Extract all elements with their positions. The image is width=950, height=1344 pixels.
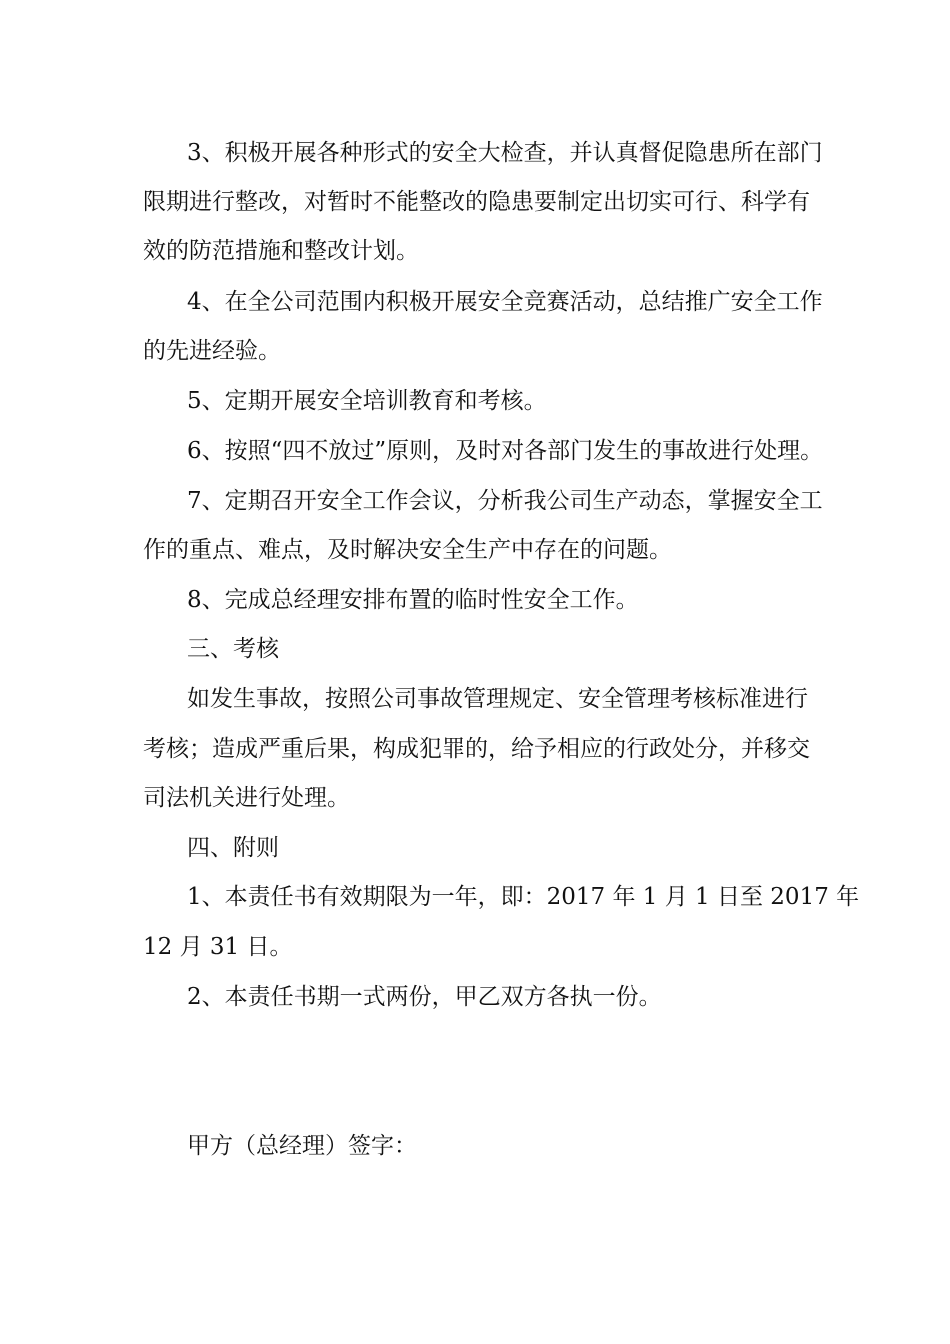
item-7-line-1: 7、定期召开安全工作会议，分析我公司生产动态，掌握安全工 [187,488,823,514]
item-4-line-2: 的先进经验。 [143,338,281,364]
item-5: 5、定期开展安全培训教育和考核。 [187,388,547,414]
item-6: 6、按照“四不放过”原则，及时对各部门发生的事故进行处理。 [187,438,824,464]
item-7-line-2: 作的重点、难点，及时解决安全生产中存在的问题。 [143,537,672,563]
signature-label-party-a: 甲方（总经理）签字： [187,1133,417,1159]
item-3-line-3: 效的防范措施和整改计划。 [143,238,419,264]
assessment-para-line-2: 考核；造成严重后果，构成犯罪的，给予相应的行政处分，并移交 [143,736,810,762]
appendix-item-2: 2、本责任书期一式两份，甲乙双方各执一份。 [187,984,662,1010]
appendix-item-1-line-1: 1、本责任书有效期限为一年，即：2017 年 1 月 1 日至 2017 年 [187,884,860,910]
item-4-line-1: 4、在全公司范围内积极开展安全竞赛活动，总结推广安全工作 [187,289,823,315]
item-3-line-2: 限期进行整改，对暂时不能整改的隐患要制定出切实可行、科学有 [143,189,810,215]
section-heading-assessment: 三、考核 [187,636,279,662]
item-8: 8、完成总经理安排布置的临时性安全工作。 [187,587,639,613]
item-3-line-1: 3、积极开展各种形式的安全大检查，并认真督促隐患所在部门 [187,140,823,166]
assessment-para-line-3: 司法机关进行处理。 [143,785,350,811]
section-heading-appendix: 四、附则 [187,835,279,861]
appendix-item-1-line-2: 12 月 31 日。 [143,934,293,960]
assessment-para-line-1: 如发生事故，按照公司事故管理规定、安全管理考核标准进行 [187,686,808,712]
